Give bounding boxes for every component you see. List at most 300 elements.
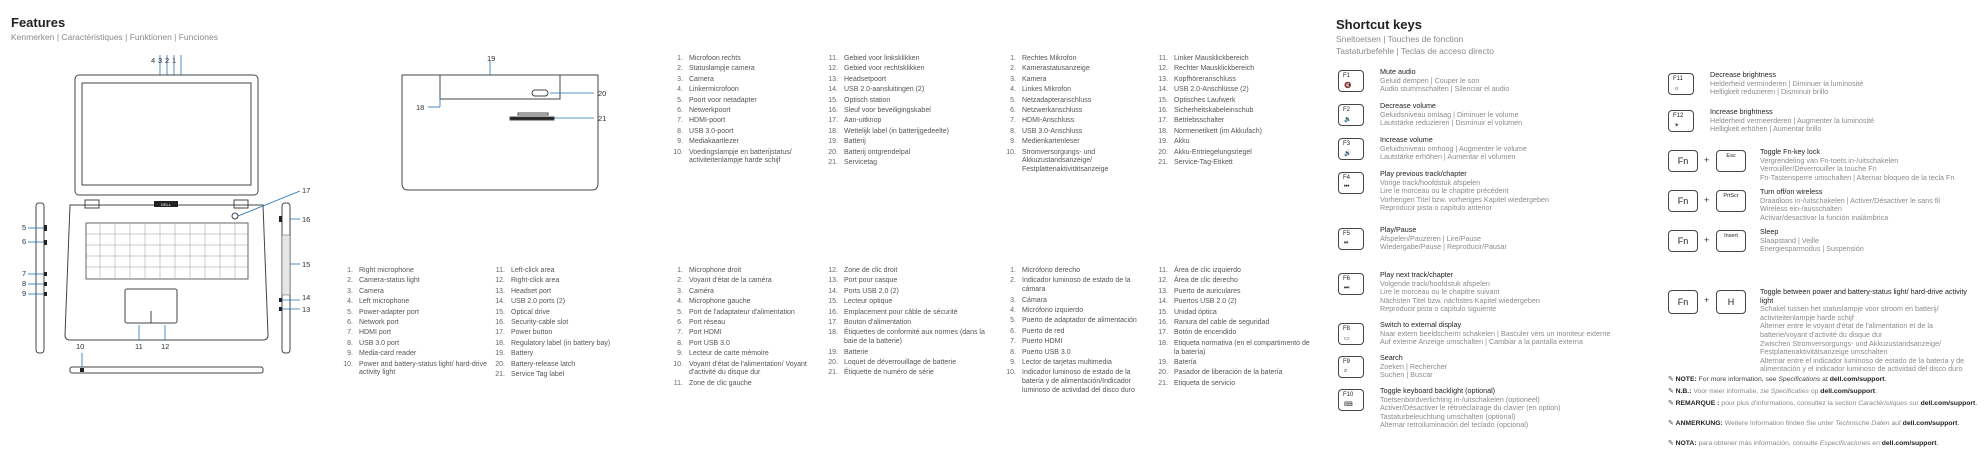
shortcut-subtitle-1: Sneltoetsen | Touches de fonction [1336, 34, 1464, 44]
key-label: F9 [1343, 359, 1351, 365]
list-item-number: 6. [677, 106, 683, 114]
list-item-label: USB 3.0 port [359, 339, 400, 347]
list-item-label: Servicetag [844, 158, 878, 166]
shortcut-translation: Suchen | Buscar [1380, 370, 1433, 380]
key-fn: Fn [1668, 190, 1698, 212]
list-item-label: Etiqueta de servicio [1174, 379, 1236, 387]
shortcut-translation: Schakel tussen het statuslampje voor stroom en batterij/ activiteitenlampje harde schijf [1760, 304, 1939, 322]
power-button-shape [232, 213, 238, 219]
list-item-number: 11. [1158, 55, 1168, 62]
list-item-number: 3. [347, 287, 353, 295]
note-item [1668, 376, 1983, 384]
laptop-bottom-diagram [380, 55, 620, 215]
shortcut-description [1380, 102, 1680, 128]
list-item-number: 17. [828, 117, 838, 125]
list-item-label: Linkes Mikrofon [1022, 86, 1072, 94]
shortcut-translation: Lautstärke reduzieren | Disminuir el volumen [1380, 118, 1523, 128]
list-item-number: 8. [347, 339, 353, 347]
shortcut-translation: Naar extern beeldscherm schakelen | Basculer vers un moniteur externe [1380, 328, 1611, 338]
shortcut-translation: Geluidsniveau omhoog | Augmenter le volume [1380, 143, 1527, 153]
callout-3: 3 [158, 56, 163, 65]
key-fn: Fn [1668, 230, 1698, 252]
list-item-label: Batería [1174, 358, 1197, 366]
list-item-label: Sicherheitskabeleinschub [1174, 106, 1254, 114]
page-subtitle: Kenmerken | Caractéristiques | Funktionen | Funciones [11, 32, 218, 42]
list-item-label: Bouton d'alimentation [844, 318, 912, 326]
shortcut-title-text: Play next track/chapter [1380, 270, 1454, 279]
list-item-label: Left-click area [511, 267, 555, 274]
list-item-label: Media-card reader [359, 350, 417, 358]
shortcut-description [1380, 387, 1680, 430]
shortcut-translation: Helligkeit erhöhen | Aumentar brillo [1710, 124, 1822, 134]
list-item-number: 18. [495, 339, 505, 347]
list-item-label: Headset port [511, 287, 552, 295]
list-item [1155, 329, 1310, 338]
list-item-number: 8. [1010, 348, 1016, 356]
list-item [1003, 317, 1153, 326]
list-item-number: 7. [1010, 117, 1016, 125]
shortcut-translation: Vorige track/hoofdstuk afspelen [1380, 177, 1481, 187]
list-item-label: Wettelijk label (in batterijgedeelte) [844, 127, 949, 135]
support-link[interactable]: dell.com/support [1820, 388, 1876, 395]
key-function-icon: ⌕ [1344, 368, 1348, 374]
callout-13: 13 [302, 305, 311, 314]
list-item-label: Batterie [844, 348, 869, 356]
key-function-icon: ⏭ [1344, 285, 1350, 291]
list-item-label: Normenetikett (im Akkufach) [1174, 127, 1262, 135]
list-item-label: USB 3.0-poort [689, 127, 734, 135]
key-fn: Fn [1668, 290, 1698, 314]
shortcut-translation: Activer/Désactiver le rétroéclairage du clavier (en option) [1380, 403, 1561, 413]
callout-15: 15 [302, 260, 311, 269]
list-fr-right [825, 267, 985, 380]
list-item-label: Indicador luminoso de estado de la cámara [1022, 277, 1131, 294]
list-item [670, 55, 820, 64]
list-item-label: Microfoon rechts [689, 55, 741, 62]
shortcut-translation: Volgende track/hoofdstuk afspelen [1380, 278, 1490, 288]
list-item-number: 19. [495, 350, 505, 358]
shortcut-description [1380, 321, 1680, 347]
shortcut-description [1380, 354, 1680, 380]
note-text: For more information, see [1698, 376, 1779, 383]
list-item [825, 349, 985, 358]
list-item-number: 14. [828, 86, 838, 94]
list-item [340, 267, 490, 276]
list-item-label: Micrófono izquierdo [1022, 306, 1084, 314]
list-item-number: 5. [1010, 317, 1016, 325]
shortcut-title-text: Sleep [1760, 227, 1779, 236]
support-link[interactable]: dell.com/support [1829, 376, 1885, 383]
list-item-label: Microphone droit [689, 267, 742, 274]
list-item-number: 2. [1010, 65, 1016, 73]
list-item [670, 380, 820, 389]
support-link[interactable]: dell.com/support [1920, 400, 1976, 407]
list-item-label: Poort voor netadapter [689, 96, 757, 104]
list-item-number: 3. [1010, 296, 1016, 304]
key-label: F8 [1343, 326, 1351, 332]
list-item-number: 20. [495, 360, 505, 368]
key-label: F11 [1673, 76, 1683, 82]
shortcut-title-text: Switch to external display [1380, 320, 1462, 329]
shortcut-title: Shortcut keys [1336, 17, 1422, 32]
list-item-label: Puerto de red [1022, 327, 1065, 335]
list-item-number: 9. [1010, 138, 1016, 146]
list-item [492, 329, 642, 338]
list-item-label: Service Tag label [511, 370, 565, 378]
note-item [1668, 400, 1983, 408]
list-item-number: 3. [1010, 75, 1016, 83]
shortcut-translation: Reproducir pista o capítulo siguiente [1380, 304, 1497, 314]
list-es-left [1003, 267, 1153, 397]
list-item-number: 16. [495, 318, 505, 326]
note-icon: ✎ [1668, 440, 1676, 447]
list-item [1003, 76, 1153, 85]
list-item-number: 14. [828, 287, 838, 295]
list-item-label: Batterij [844, 138, 866, 146]
key-fn: Fn [1668, 150, 1698, 172]
list-item-label: Kopfhöreranschluss [1174, 75, 1236, 83]
note-emphasis: Caractéristiques [1858, 400, 1908, 407]
list-item-label: Micrófono derecho [1022, 267, 1080, 274]
list-item [825, 65, 985, 74]
list-item-label: Zone de clic gauche [689, 379, 752, 387]
list-item-number: 17. [495, 329, 505, 337]
list-item [670, 350, 820, 359]
list-item [670, 65, 820, 74]
list-item-number: 20. [828, 148, 838, 156]
list-item-number: 19. [1158, 138, 1168, 146]
list-item [1155, 149, 1305, 158]
key-label: F3 [1343, 141, 1351, 147]
list-item-number: 11. [495, 267, 505, 274]
list-item [492, 350, 642, 359]
list-item-number: 18. [828, 329, 838, 337]
list-item-number: 12. [828, 65, 838, 73]
list-item [825, 277, 985, 286]
note-label: REMARQUE : [1675, 400, 1722, 407]
callout-17: 17 [302, 186, 311, 195]
shortcut-translation: Verrouiller/Déverrouiller la touche Fn [1760, 164, 1877, 174]
callout-11: 11 [135, 342, 143, 351]
list-item-label: Cámara [1022, 296, 1047, 304]
list-item-number: 18. [1158, 127, 1168, 135]
callout-19: 19 [487, 54, 496, 63]
list-item-label: Emplacement pour câble de sécurité [844, 308, 958, 316]
note-text: . [1884, 376, 1887, 383]
list-item-number: 10. [673, 360, 683, 368]
list-item [825, 329, 985, 347]
list-item-label: Unidad óptica [1174, 308, 1217, 316]
list-item-number: 9. [347, 350, 353, 358]
list-item-number: 7. [347, 329, 353, 337]
list-en-left [340, 267, 490, 380]
shortcut-description [1380, 136, 1680, 162]
list-item [340, 361, 490, 379]
shortcut-description [1710, 71, 1980, 97]
shortcut-translation: Activar/desactivar la función inalámbrica [1760, 212, 1889, 222]
list-item [670, 288, 820, 297]
list-item-label: Optisches Laufwerk [1174, 96, 1236, 104]
list-item-number: 17. [1158, 117, 1168, 125]
shortcut-translation: Vergrendeling van Fn-toets in-/uitschakelen [1760, 155, 1899, 165]
list-item-number: 20. [1158, 148, 1168, 156]
note-icon: ✎ [1668, 376, 1676, 383]
list-item-label: Headsetpoort [844, 75, 887, 83]
list-item [1155, 86, 1305, 95]
shortcut-translation: Lire le morceau ou le chapitre précédent [1380, 186, 1509, 196]
list-item [670, 277, 820, 286]
list-item-number: 16. [828, 308, 838, 316]
list-item-number: 1. [1010, 267, 1016, 274]
callout-10: 10 [76, 342, 85, 351]
list-item-label: Power-adapter port [359, 308, 419, 316]
list-item-label: USB 2.0 ports (2) [511, 298, 566, 306]
shortcut-translation: Zoeken | Rechercher [1380, 361, 1447, 371]
list-item-label: Right microphone [359, 267, 414, 274]
key-label: F1 [1343, 73, 1351, 79]
page-title: Features [11, 15, 66, 30]
list-item [670, 319, 820, 328]
list-item [825, 55, 985, 64]
list-item-label: Netzwerkanschluss [1022, 106, 1083, 114]
callout-4: 4 [151, 56, 156, 65]
list-item-label: Gebied voor linksklikken [844, 55, 920, 62]
plus-sign: + [1704, 295, 1710, 305]
list-item-label: Medienkartenleser [1022, 138, 1080, 146]
list-item [1155, 298, 1310, 307]
list-item-label: Regulatory label (in battery bay) [511, 339, 611, 347]
list-item [340, 277, 490, 286]
list-item-number: 16. [1158, 106, 1168, 114]
list-item [492, 309, 642, 318]
callout-9: 9 [22, 289, 27, 298]
list-item-number: 14. [1158, 298, 1168, 306]
keyboard [86, 223, 248, 279]
note-emphasis: Especificaciones [1819, 440, 1871, 447]
shortcut-translation: Toetsenbordverlichting in-/uitschakelen (optioneel) [1380, 394, 1540, 404]
list-item-label: Power and battery-status light/ hard-drive activity light [359, 360, 488, 377]
list-item-label: Linkermicrofoon [689, 86, 739, 94]
key-label: F10 [1343, 392, 1354, 398]
list-item-label: Betriebsschalter [1174, 117, 1225, 125]
list-item [670, 107, 820, 116]
plus-sign: + [1704, 155, 1710, 165]
note-text: auf [1889, 420, 1903, 427]
note-text: op [1808, 388, 1821, 395]
list-item-label: Camera [359, 287, 384, 295]
list-item [825, 97, 985, 106]
list-item-label: Voyant d'état de l'alimentation/ Voyant d'activité du disque dur [689, 360, 807, 377]
list-item-number: 14. [495, 298, 505, 306]
list-item [1003, 86, 1153, 95]
list-item [670, 86, 820, 95]
list-item [1155, 128, 1305, 137]
list-item-number: 10. [1006, 148, 1016, 156]
list-item-label: Port USB 3.0 [689, 339, 730, 347]
key-function-icon: ⏮ [1344, 184, 1350, 190]
note-item [1668, 388, 1983, 396]
list-item [1003, 149, 1153, 175]
list-item [825, 159, 985, 168]
list-item-number: 11. [673, 379, 683, 387]
shortcut-translation: Reproducir pista o capítulo anterior [1380, 203, 1492, 213]
list-item-number: 10. [1006, 369, 1016, 377]
list-item-number: 14. [1158, 86, 1168, 94]
shortcut-description [1760, 228, 1980, 254]
list-item-label: Área de clic izquierdo [1174, 267, 1241, 274]
list-item-label: Loquet de déverrouillage de batterie [844, 358, 957, 366]
list-item [825, 138, 985, 147]
list-item-label: Camera-status light [359, 277, 420, 285]
list-item-label: HDMI-poort [689, 117, 726, 125]
list-item-number: 17. [828, 318, 838, 326]
list-item-number: 19. [828, 348, 838, 356]
key-insert: Insert [1716, 230, 1746, 252]
list-item-number: 8. [677, 127, 683, 135]
list-item-number: 18. [828, 127, 838, 135]
shortcut-translation: Afspelen/Pauzeren | Lire/Pause [1380, 233, 1481, 243]
note-text: pour plus d'informations, consultez la section [1721, 400, 1859, 407]
list-item [1003, 297, 1153, 306]
note-label: NOTA: [1675, 440, 1699, 447]
callout-14: 14 [302, 293, 311, 302]
list-item-number: 12. [1158, 277, 1168, 285]
list-item-number: 15. [1158, 308, 1168, 316]
callout-20: 20 [598, 89, 607, 98]
shortcut-translation: Wireless ein-/ausschalten [1760, 204, 1842, 214]
list-item [1155, 267, 1310, 276]
list-item-label: Port HDMI [689, 329, 722, 337]
note-text: . [1975, 400, 1978, 407]
list-item-label: Sleuf voor beveiligingskabel [844, 106, 931, 114]
key-function-icon: ☼ [1674, 86, 1680, 92]
list-item [492, 288, 642, 297]
list-item [340, 298, 490, 307]
list-item-label: Voyant d'état de la caméra [689, 277, 772, 285]
list-item-number: 4. [1010, 306, 1016, 314]
list-item [670, 361, 820, 379]
list-item-label: Lecteur de carte mémoire [689, 350, 769, 358]
note-item [1668, 420, 1983, 428]
list-item [1003, 267, 1153, 276]
list-item-label: Caméra [689, 287, 714, 295]
list-item-number: 1. [1010, 55, 1016, 62]
list-item-number: 6. [1010, 327, 1016, 335]
list-item-number: 5. [347, 308, 353, 316]
list-item [670, 309, 820, 318]
list-item [670, 117, 820, 126]
list-item-label: USB 2.0-Anschlüsse (2) [1174, 86, 1249, 94]
list-item [1155, 309, 1310, 318]
shortcut-translation: Tastaturbeleuchtung umschalten (optional) [1380, 411, 1516, 421]
svg-text:DELL: DELL [160, 202, 172, 207]
callout-6: 6 [22, 237, 27, 246]
list-item-label: Right-click area [511, 277, 560, 285]
list-item-number: 7. [1010, 338, 1016, 346]
shortcut-subtitle-2: Tastaturbefehle | Teclas de acceso directo [1336, 46, 1494, 56]
list-item [1155, 359, 1310, 368]
list-item-number: 21. [828, 158, 838, 166]
key-f10 [1338, 389, 1364, 411]
list-item-label: Pasador de liberación de la batería [1174, 369, 1283, 377]
note-label: ANMERKUNG: [1675, 420, 1725, 427]
shortcut-translation: Zwischen Stromversorgungs- und Akkuzustandsanzeige/ Festplattenaktivitätsanzeige umschalten [1760, 338, 1941, 357]
key-function-icon: 🔇 [1344, 83, 1352, 89]
list-item-label: Área de clic derecho [1174, 277, 1238, 285]
shortcut-translation: Vorherigen Titel bzw. vorheriges Kapitel wiedergeben [1380, 194, 1550, 204]
list-item [1155, 107, 1305, 116]
list-item [1003, 338, 1153, 347]
key-esc: Esc [1716, 150, 1746, 172]
list-item [1155, 319, 1310, 328]
list-item-number: 20. [1158, 369, 1168, 377]
list-item-label: Ranura del cable de seguridad [1174, 318, 1270, 326]
shortcut-translation: Helderheid verminderen | Diminuer la luminosité [1710, 78, 1864, 88]
key-function-icon: 🔉 [1344, 117, 1352, 123]
list-item-label: Network port [359, 318, 399, 326]
key-f11 [1668, 73, 1694, 95]
list-item-number: 3. [677, 75, 683, 83]
support-link[interactable]: dell.com/support [1881, 440, 1937, 447]
key-prtscr: PrtScr [1716, 190, 1746, 212]
shortcut-translation: Draadloos in-/uitschakelen | Activer/Désactiver le sans fil [1760, 195, 1941, 205]
list-item [825, 128, 985, 137]
key-f2 [1338, 104, 1364, 126]
list-item [492, 267, 642, 276]
list-item [340, 319, 490, 328]
list-item-number: 19. [1158, 358, 1168, 366]
note-icon: ✎ [1668, 420, 1676, 427]
shortcut-title-text: Increase volume [1380, 135, 1433, 144]
support-link[interactable]: dell.com/support [1902, 420, 1958, 427]
list-item-number: 3. [677, 287, 683, 295]
list-item-number: 21. [1158, 158, 1168, 166]
callout-12: 12 [161, 342, 170, 351]
list-item [1003, 359, 1153, 368]
key-f9 [1338, 356, 1364, 378]
list-item-label: Puertos USB 2.0 (2) [1174, 298, 1237, 306]
shortcut-title-text: Toggle keyboard backlight (optional) [1380, 386, 1496, 395]
list-item-label: Service-Tag-Etikett [1174, 158, 1233, 166]
list-item-label: Puerto HDMI [1022, 338, 1063, 346]
list-item [1155, 340, 1310, 358]
shortcut-title-text: Decrease volume [1380, 101, 1436, 110]
shortcut-description [1710, 108, 1980, 134]
shortcut-title-text: Turn off/on wireless [1760, 187, 1823, 196]
shortcut-title-text: Increase brightness [1710, 107, 1773, 116]
list-item [825, 267, 985, 276]
list-item-label: Stromversorgungs- und Akkuzustandsanzeige/ Festplattenaktivitätsanzeige [1022, 148, 1109, 174]
list-item [1155, 277, 1310, 286]
key-function-icon: ▭ [1344, 336, 1350, 342]
note-text: . [1875, 388, 1877, 395]
shortcut-translation: Auf externe Anzeige umschalten | Cambiar a la pantalla externa [1380, 337, 1583, 347]
shortcut-description [1380, 68, 1680, 94]
shortcut-translation: Geluid dempen | Couper le son [1380, 75, 1480, 85]
key-function-icon: ⌨ [1344, 402, 1353, 408]
list-item-number: 15. [828, 298, 838, 306]
list-item-number: 12. [495, 277, 505, 285]
list-item [670, 138, 820, 147]
list-item-number: 13. [828, 75, 838, 83]
list-item-label: Zone de clic droit [844, 267, 898, 274]
list-item-label: HDMI port [359, 329, 391, 337]
list-item [1003, 328, 1153, 337]
list-item-number: 1. [677, 267, 683, 274]
list-item [670, 97, 820, 106]
list-item [1003, 55, 1153, 64]
list-item-label: Kamerastatusanzeige [1022, 65, 1090, 73]
